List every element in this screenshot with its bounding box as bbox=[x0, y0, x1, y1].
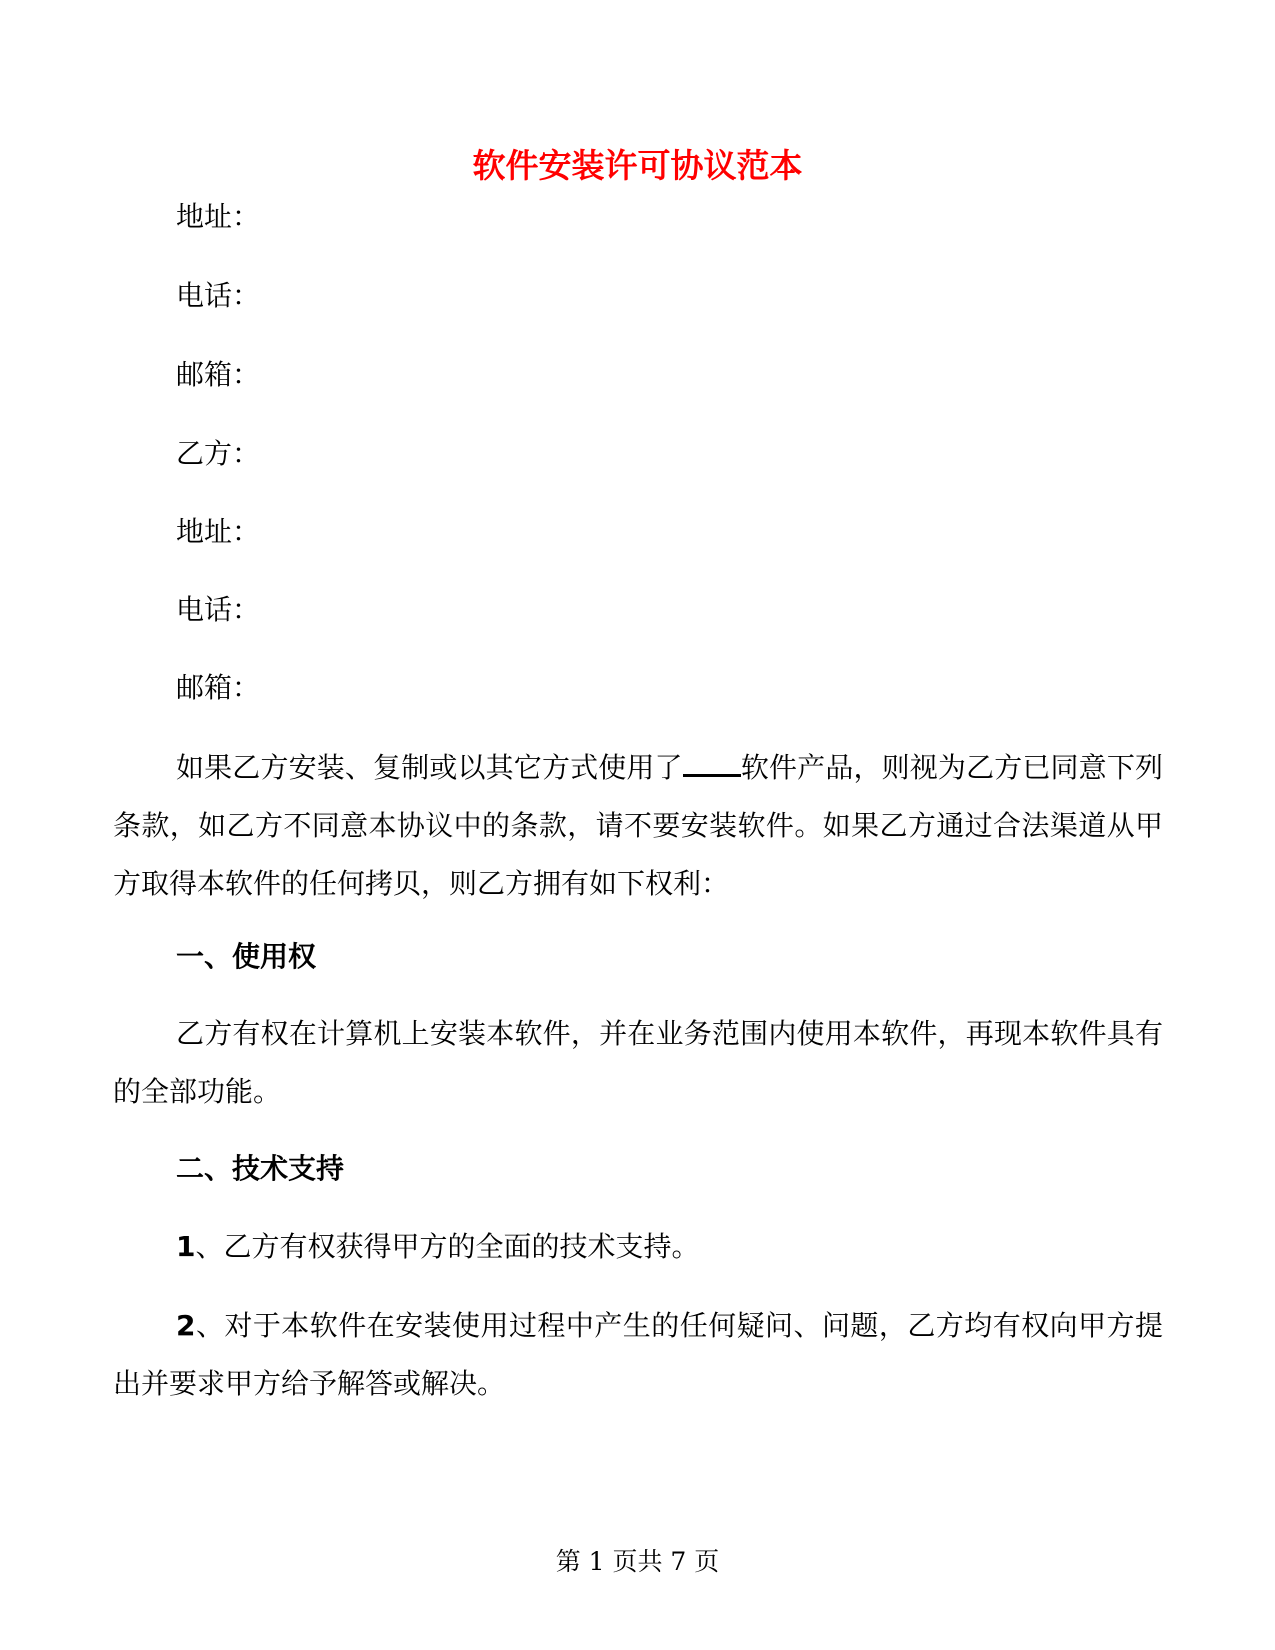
section-1-body: 乙方有权在计算机上安装本软件，并在业务范围内使用本软件，再现本软件具有的全部功能。 bbox=[113, 1017, 1163, 1108]
section-2-item-1 bbox=[113, 1218, 1163, 1276]
party-a-phone-label: 电话： bbox=[176, 279, 261, 312]
document-title: 软件安装许可协议范本 bbox=[472, 146, 803, 185]
section-1-heading: 一、使用权 bbox=[176, 940, 317, 973]
page-footer: 第 1 页共 7 页 bbox=[555, 1547, 720, 1576]
section-2-heading: 二、技术支持 bbox=[176, 1152, 345, 1185]
party-b-label: 乙方： bbox=[176, 437, 261, 470]
party-a-email-label: 邮箱： bbox=[176, 358, 261, 391]
intro-text-start: 如果乙方安装、复制或以其它方式使用了 bbox=[176, 751, 683, 784]
party-b-address-label: 地址： bbox=[176, 515, 261, 548]
section-2-item-2 bbox=[113, 1297, 1163, 1413]
intro-paragraph bbox=[113, 739, 1163, 913]
product-name-blank bbox=[683, 750, 741, 777]
item-1-number: 1 bbox=[176, 1230, 196, 1263]
intro-text-end: 软件产品，则视为乙方已同意下列条款，如乙方不同意本协议中的条款，请不要安装软件。如果乙方通过合法渠道从甲方取得本软件的任何拷贝，则乙方拥有如下权利： bbox=[113, 751, 1163, 900]
party-a-address-label: 地址： bbox=[176, 200, 261, 233]
party-b-email-label: 邮箱： bbox=[176, 671, 261, 704]
party-b-phone-label: 电话： bbox=[176, 593, 261, 626]
item-1-text: 、乙方有权获得甲方的全面的技术支持。 bbox=[195, 1230, 700, 1263]
item-2-number: 2 bbox=[176, 1309, 196, 1342]
item-2-text: 、对于本软件在安装使用过程中产生的任何疑问、问题，乙方均有权向甲方提出并要求甲方给予解答或解决。 bbox=[113, 1309, 1163, 1400]
